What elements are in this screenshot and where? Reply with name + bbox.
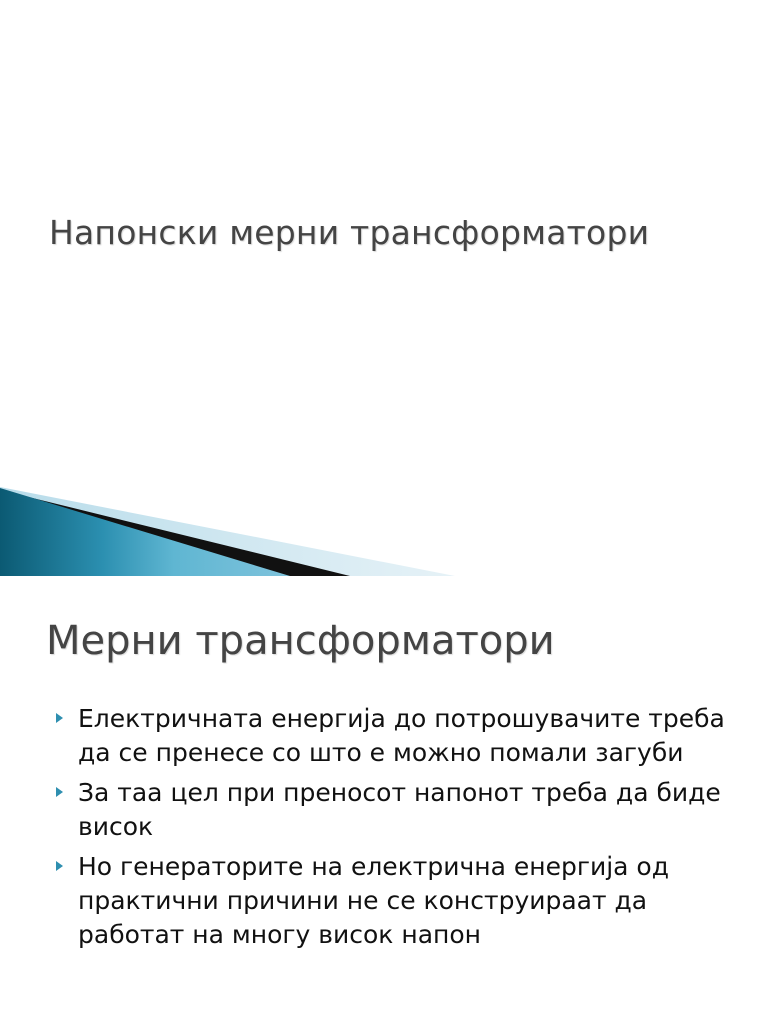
bullet-item: [52, 702, 742, 770]
triangle-bullet-icon: [56, 713, 63, 723]
bullet-text: За таа цел при преносот напонот треба да биде висок: [78, 778, 721, 841]
slide-heading: Мерни трансформатори: [46, 618, 555, 664]
triangle-bullet-icon: [56, 861, 63, 871]
bullet-text: Но генераторите на електрична енергија од практични причини не се конструираат да работат на многу висок напон: [78, 852, 670, 949]
slide-title: Напонски мерни трансформатори: [49, 213, 650, 252]
bullet-item: [52, 776, 742, 844]
bullet-list: [52, 702, 742, 958]
triangle-bullet-icon: [56, 787, 63, 797]
bullet-text: Електричната енергија до потрошувачите треба да се пренесе со што е можно помали загуби: [78, 704, 725, 767]
bullet-item: [52, 850, 742, 952]
content-slide: [0, 576, 768, 1024]
